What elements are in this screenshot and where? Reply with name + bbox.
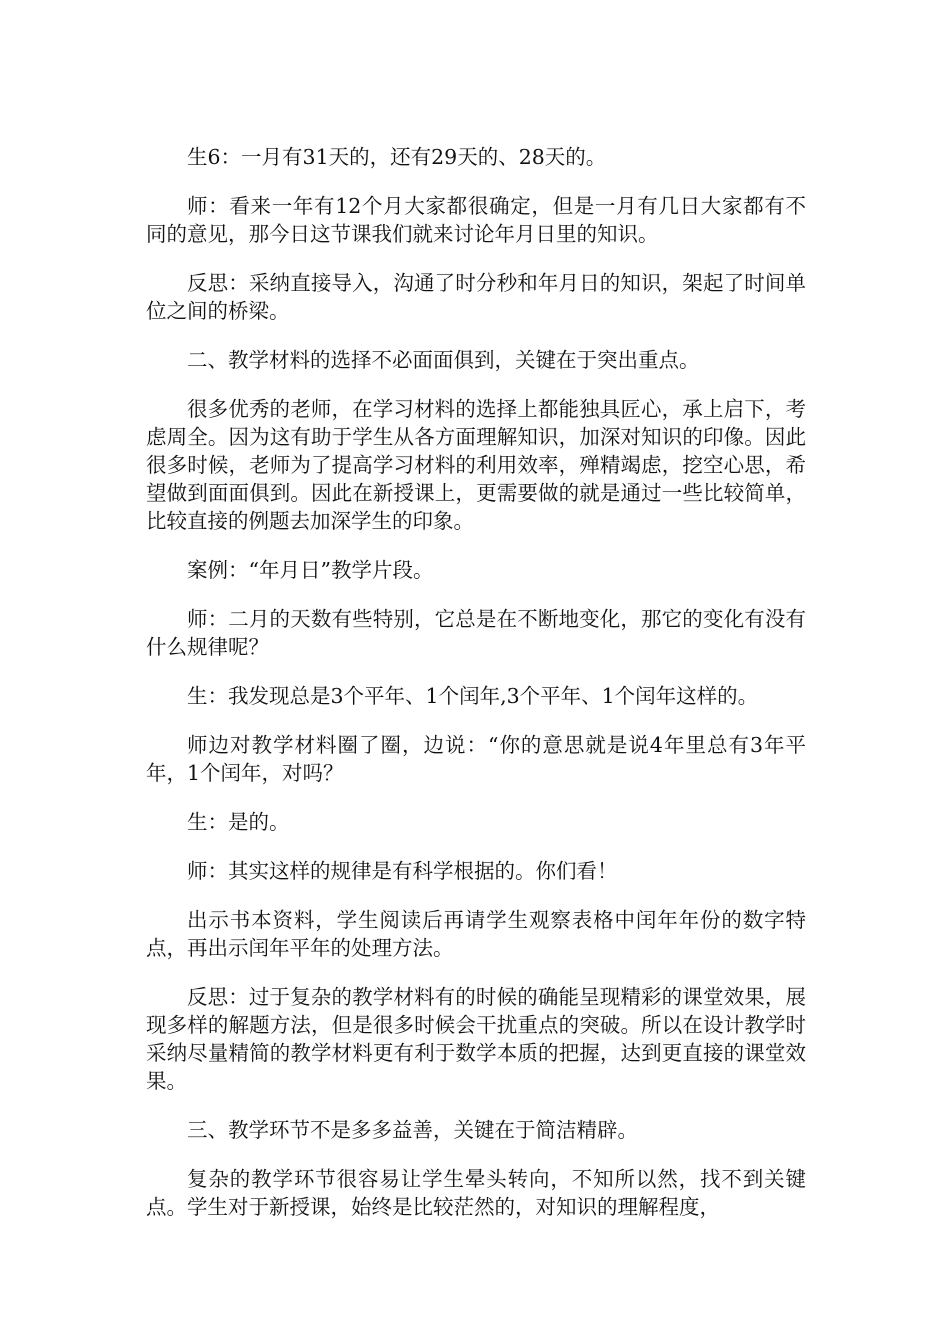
paragraph-teacher-science: 师：其实这样的规律是有科学根据的。你们看！ bbox=[187, 859, 618, 883]
paragraph-complex-steps: 复杂的教学环节很容易让学生晕头转向，不知所以然，找不到关键点。学生对于新授课，始终是比较茫然的，对知识的理解程度， bbox=[146, 1167, 806, 1219]
paragraph-material-selection: 很多优秀的老师，在学习材料的选择上都能独具匠心，承上启下，考虑周全。因为这有助于学生从各方面理解知识，加深对知识的印像。因此很多时候，老师为了提高学习材料的利用效率，殚精竭虑，挖空心思，希望做到面面俱到。因此在新授课上，更需要做的就是通过一些比较简单，比较直接的例题去加深学生的印象。 bbox=[146, 397, 806, 533]
paragraph-show-material: 出示书本资料，学生阅读后再请学生观察表格中闰年年份的数字特点，再出示闰年平年的处理方法。 bbox=[146, 908, 806, 960]
document-body bbox=[146, 143, 806, 1242]
section-heading-2: 二、教学材料的选择不必面面俱到，关键在于突出重点。 bbox=[187, 348, 700, 372]
section-heading-3: 三、教学环节不是多多益善，关键在于简洁精辟。 bbox=[187, 1118, 638, 1142]
paragraph-teacher-february: 师：二月的天数有些特别，它总是在不断地变化，那它的变化有没有什么规律呢？ bbox=[146, 607, 806, 659]
paragraph-teacher-circle: 师边对教学材料圈了圈，边说：“你的意思就是说4年里总有3年平年，1个闰年，对吗？ bbox=[146, 733, 806, 785]
paragraph-case-title: 案例：“年月日”教学片段。 bbox=[187, 558, 434, 582]
paragraph-teacher-intro: 师：看来一年有12个月大家都很确定，但是一月有几日大家都有不同的意见，那今日这节课我们就来讨论年月日里的知识。 bbox=[146, 194, 806, 246]
paragraph-student-pattern: 生：我发现总是3个平年、1个闰年,3个平年、1个闰年这样的。 bbox=[187, 684, 759, 708]
paragraph-student-yes: 生：是的。 bbox=[187, 810, 290, 834]
paragraph-reflection-2: 反思：过于复杂的教学材料有的时候的确能呈现精彩的课堂效果，展现多样的解题方法，但是很多时候会干扰重点的突破。所以在设计教学时采纳尽量精简的教学材料更有利于数学本质的把握，达到更直接的课堂效果。 bbox=[146, 985, 806, 1093]
paragraph-student-6-answer: 生6：一月有31天的，还有29天的、28天的。 bbox=[187, 145, 607, 169]
paragraph-reflection-1: 反思：采纳直接导入，沟通了时分秒和年月日的知识，架起了时间单位之间的桥梁。 bbox=[146, 271, 806, 323]
